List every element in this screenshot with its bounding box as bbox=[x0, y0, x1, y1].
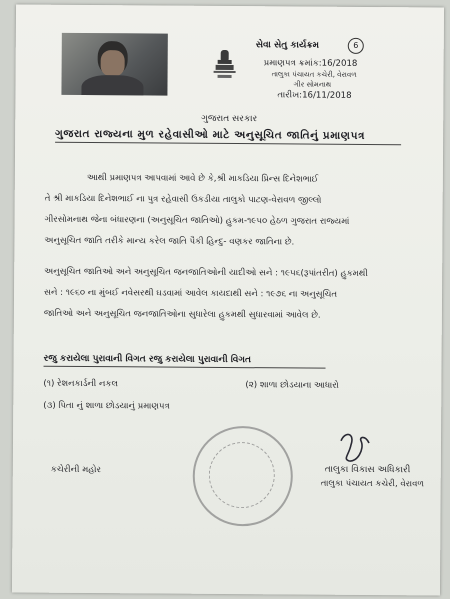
certificate-title: ગુજરાત રાજ્યના મુળ રહેવાસીઓ માટે અનુસૂચિત જાતિનું પ્રમાણપત્ર bbox=[55, 127, 366, 142]
applicant-photo bbox=[61, 33, 167, 96]
photo-face bbox=[101, 50, 125, 76]
document-item-2: (૨) શાળા છોડયાના આધારો bbox=[245, 380, 339, 391]
issue-date: તારીખ:16/11/2018 bbox=[277, 90, 352, 101]
body-line-7: જાતિઓ અને અનુસૂચિત જનજાતિઓના સુધારેલા હુકમથી સુધારવામાં આવેલ છે. bbox=[43, 308, 321, 321]
certificate-number: પ્રમાણપત્ર ક્રમાંક:16/2018 bbox=[263, 58, 358, 69]
body-line-2: તે શ્રી માકડિયા દિનેશભાઈ ના પુત્ર રહેવાસી ઉકડીયા તાલુકો પાટણ-વેરાવળ જીલ્લો bbox=[44, 193, 322, 206]
body-line-3: ગીરસોમનાથ જેના બંધારણના (અનુસૂચિત જાતિઓ) હુકમ-૧૯૫૦ હેઠળ ગુજરાત રાજ્યમાં bbox=[44, 214, 350, 227]
body-line-4: અનુસૂચિત જાતિ તરીકે માન્ય કરેલ જાતિ પૈકી હિન્દુ- વણકર જાતિના છે. bbox=[44, 235, 295, 248]
document-item-1: (૧) રેશનકાર્ડની નકલ bbox=[43, 378, 119, 390]
serial-number: 6 bbox=[348, 38, 364, 54]
officer-office: તાલુકા પંચાયત કચેરી, વેરાવળ bbox=[320, 478, 425, 490]
government-name: ગુજરાત સરકાર bbox=[201, 113, 258, 125]
body-line-5: અનુસૂચિત જાતિઓ અને અનુસૂચિત જનજાતિઓની યાદીઓ સને : ૧૯૫૬(રૂપાંતરીત) હુકમથી bbox=[44, 266, 368, 279]
body-line-1: આથી પ્રમાણપત્ર આપવામાં આવે છે કે,શ્રી માકડિયા પ્રિન્સ દિનેશભાઈ bbox=[86, 173, 319, 185]
document-item-3: (૩) પિતા નું શાળા છોડયાનું પ્રમાણપત્ર bbox=[43, 400, 170, 412]
title-underline bbox=[55, 142, 401, 145]
officer-title: તાલુકા વિકાસ અધિકારી bbox=[324, 464, 411, 476]
certificate-page bbox=[12, 5, 444, 596]
photo-shirt bbox=[81, 75, 143, 96]
office-seal-label: કચેરીની મહોર bbox=[50, 464, 102, 476]
office-line2: ગીર સોમનાથ bbox=[293, 80, 332, 89]
office-line1: તાલુકા પંચાયત કચેરી, વેરાવળ bbox=[271, 70, 357, 79]
national-emblem-icon bbox=[212, 48, 238, 82]
office-seal-stamp bbox=[192, 426, 293, 527]
documents-heading: રજુ કરાયેલા પુરાવાની વિગત રજુ કરાયેલા પુરાવાની વિગત bbox=[43, 353, 252, 366]
program-name: સેવા સેતુ કાર્યક્રમ bbox=[255, 40, 320, 51]
body-line-6: સને : ૧૯૬૦ ના મુંબઈ નવેસરથી ઘડવામાં આવેલ કાયદાથી સને : ૧૯૭૬ ના અનુસૂચિત bbox=[44, 287, 338, 300]
documents-underline bbox=[44, 366, 326, 369]
